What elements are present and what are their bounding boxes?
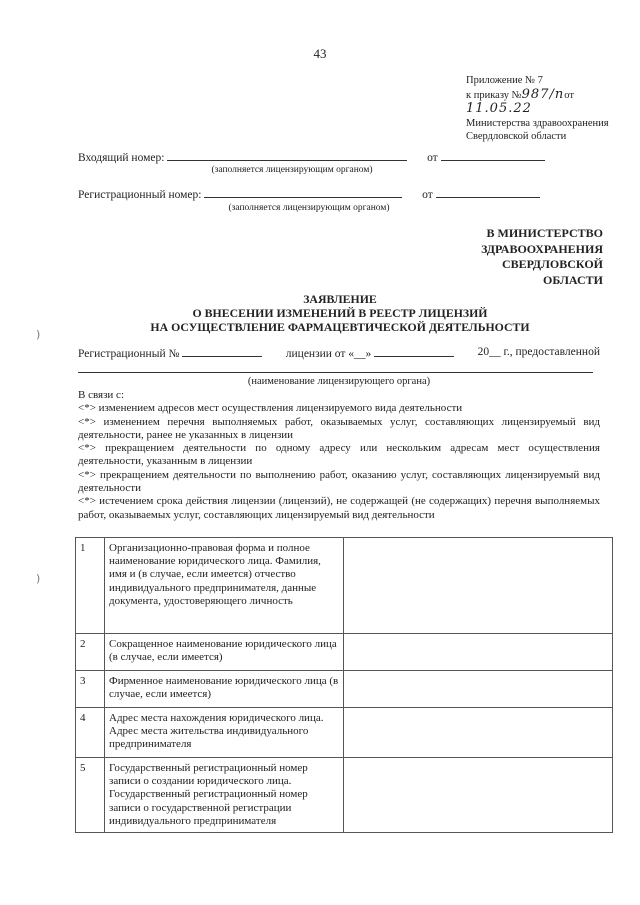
license-registration-line xyxy=(78,346,600,360)
license-year-label: 20__ г., предоставленной xyxy=(477,346,600,358)
license-date-field[interactable] xyxy=(374,346,454,357)
table-row xyxy=(76,758,613,833)
incoming-label: Входящий номер: xyxy=(78,152,165,164)
row-value-field[interactable] xyxy=(344,708,613,758)
registration-number-field[interactable] xyxy=(204,187,402,198)
registration-number-row xyxy=(78,187,540,201)
registration-from-label: от xyxy=(422,189,433,201)
title-line: О ВНЕСЕНИИ ИЗМЕНЕНИЙ В РЕЕСТР ЛИЦЕНЗИЙ xyxy=(192,306,488,320)
incoming-from-label: от xyxy=(427,152,438,164)
page-number: 43 xyxy=(313,46,327,61)
document-title xyxy=(0,292,640,334)
license-number-field[interactable] xyxy=(182,346,262,357)
reason-item[interactable]: <*> истечением срока действия лицензии (лицензий), не содержащей (не содержащих) перечня выполняемых работ, оказываемых услуг, составляющих лицензируемый вид деятельности xyxy=(78,495,600,521)
reason-item[interactable]: <*> прекращением деятельности по одному адресу или нескольким адресам мест осуществления деятельности, указанным в лицензии xyxy=(78,442,600,468)
reason-item[interactable]: <*> прекращением деятельности по выполнению работ, оказанию услуг, составляющих лицензируемый вид деятельности xyxy=(78,468,600,495)
registration-label: Регистрационный номер: xyxy=(78,189,202,201)
appendix-line: Приложение № 7 xyxy=(466,75,543,86)
row-value-field[interactable] xyxy=(344,671,613,708)
order-date-prefix: от xyxy=(564,89,574,101)
applicant-info-table xyxy=(75,537,613,833)
table-row xyxy=(76,708,613,758)
order-date-handwritten: 11.05.22 xyxy=(466,101,532,116)
recipient-line: ОБЛАСТИ xyxy=(543,272,603,287)
row-label: Фирменное наименование юридического лица (в случае, если имеется) xyxy=(105,671,344,708)
registration-hint: (заполняется лицензирующим органом) xyxy=(228,203,390,213)
row-value-field[interactable] xyxy=(344,634,613,671)
incoming-number-row xyxy=(78,150,545,164)
title-line: НА ОСУЩЕСТВЛЕНИЕ ФАРМАЦЕВТИЧЕСКОЙ ДЕЯТЕЛЬНОСТИ xyxy=(150,320,530,334)
appendix-line: Министерства здравоохранения xyxy=(466,117,609,129)
authority-hint: (наименование лицензирующего органа) xyxy=(247,376,431,387)
reasons-intro: В связи с: xyxy=(78,389,124,401)
appendix-line: Свердловской области xyxy=(466,131,567,142)
row-number: 3 xyxy=(76,671,105,708)
incoming-number-field[interactable] xyxy=(167,150,407,161)
row-label: Сокращенное наименование юридического лица (в случае, если имеется) xyxy=(105,634,344,671)
margin-mark: ) xyxy=(36,328,41,341)
appendix-block xyxy=(466,74,640,144)
table-row xyxy=(76,671,613,708)
row-label: Организационно-правовая форма и полное наименование юридического лица. Фамилия, имя и (в случае, если имеется) отчество индивидуального предпринимателя, данные документа, удостоверяющего личность xyxy=(105,538,344,634)
reasons-block xyxy=(78,389,600,522)
recipient-line: В МИНИСТЕРСТВО xyxy=(486,226,603,240)
row-value-field[interactable] xyxy=(344,758,613,833)
reg-number-label: Регистрационный № xyxy=(78,348,180,360)
incoming-hint: (заполняется лицензирующим органом) xyxy=(211,165,373,175)
recipient-line: ЗДРАВООХРАНЕНИЯ xyxy=(481,241,603,256)
incoming-date-field[interactable] xyxy=(441,150,545,161)
table-row xyxy=(76,538,613,634)
appendix-order-line xyxy=(466,88,640,117)
row-number: 4 xyxy=(76,708,105,758)
recipient-line: СВЕРДЛОВСКОЙ xyxy=(502,257,603,271)
reason-item[interactable]: <*> изменением адресов мест осуществления лицензируемого вида деятельности xyxy=(78,402,463,415)
row-number: 1 xyxy=(76,538,105,634)
license-date-label: лицензии от «__» xyxy=(285,348,372,360)
row-label: Государственный регистрационный номер записи о создании юридического лица. Государственный регистрационный номер записи о государственной регистрации индивидуального предпринимателя xyxy=(105,758,344,833)
row-number: 5 xyxy=(76,758,105,833)
margin-mark: ) xyxy=(36,572,41,585)
row-label: Адрес места нахождения юридического лица. Адрес места жительства индивидуального предпринимателя xyxy=(105,708,344,758)
authority-name-field[interactable] xyxy=(78,372,593,373)
row-number: 2 xyxy=(76,634,105,671)
registration-date-field[interactable] xyxy=(436,187,540,198)
recipient-block xyxy=(383,226,603,288)
order-number-handwritten: 987/п xyxy=(521,86,565,102)
title-line: ЗАЯВЛЕНИЕ xyxy=(303,292,377,306)
order-prefix: к приказу № xyxy=(466,89,522,101)
table-row xyxy=(76,634,613,671)
reason-item[interactable]: <*> изменением перечня выполняемых работ, оказываемых услуг, составляющих лицензируемый вид деятельности, ранее не указанных в лицензии xyxy=(78,415,600,441)
row-value-field[interactable] xyxy=(344,538,613,634)
